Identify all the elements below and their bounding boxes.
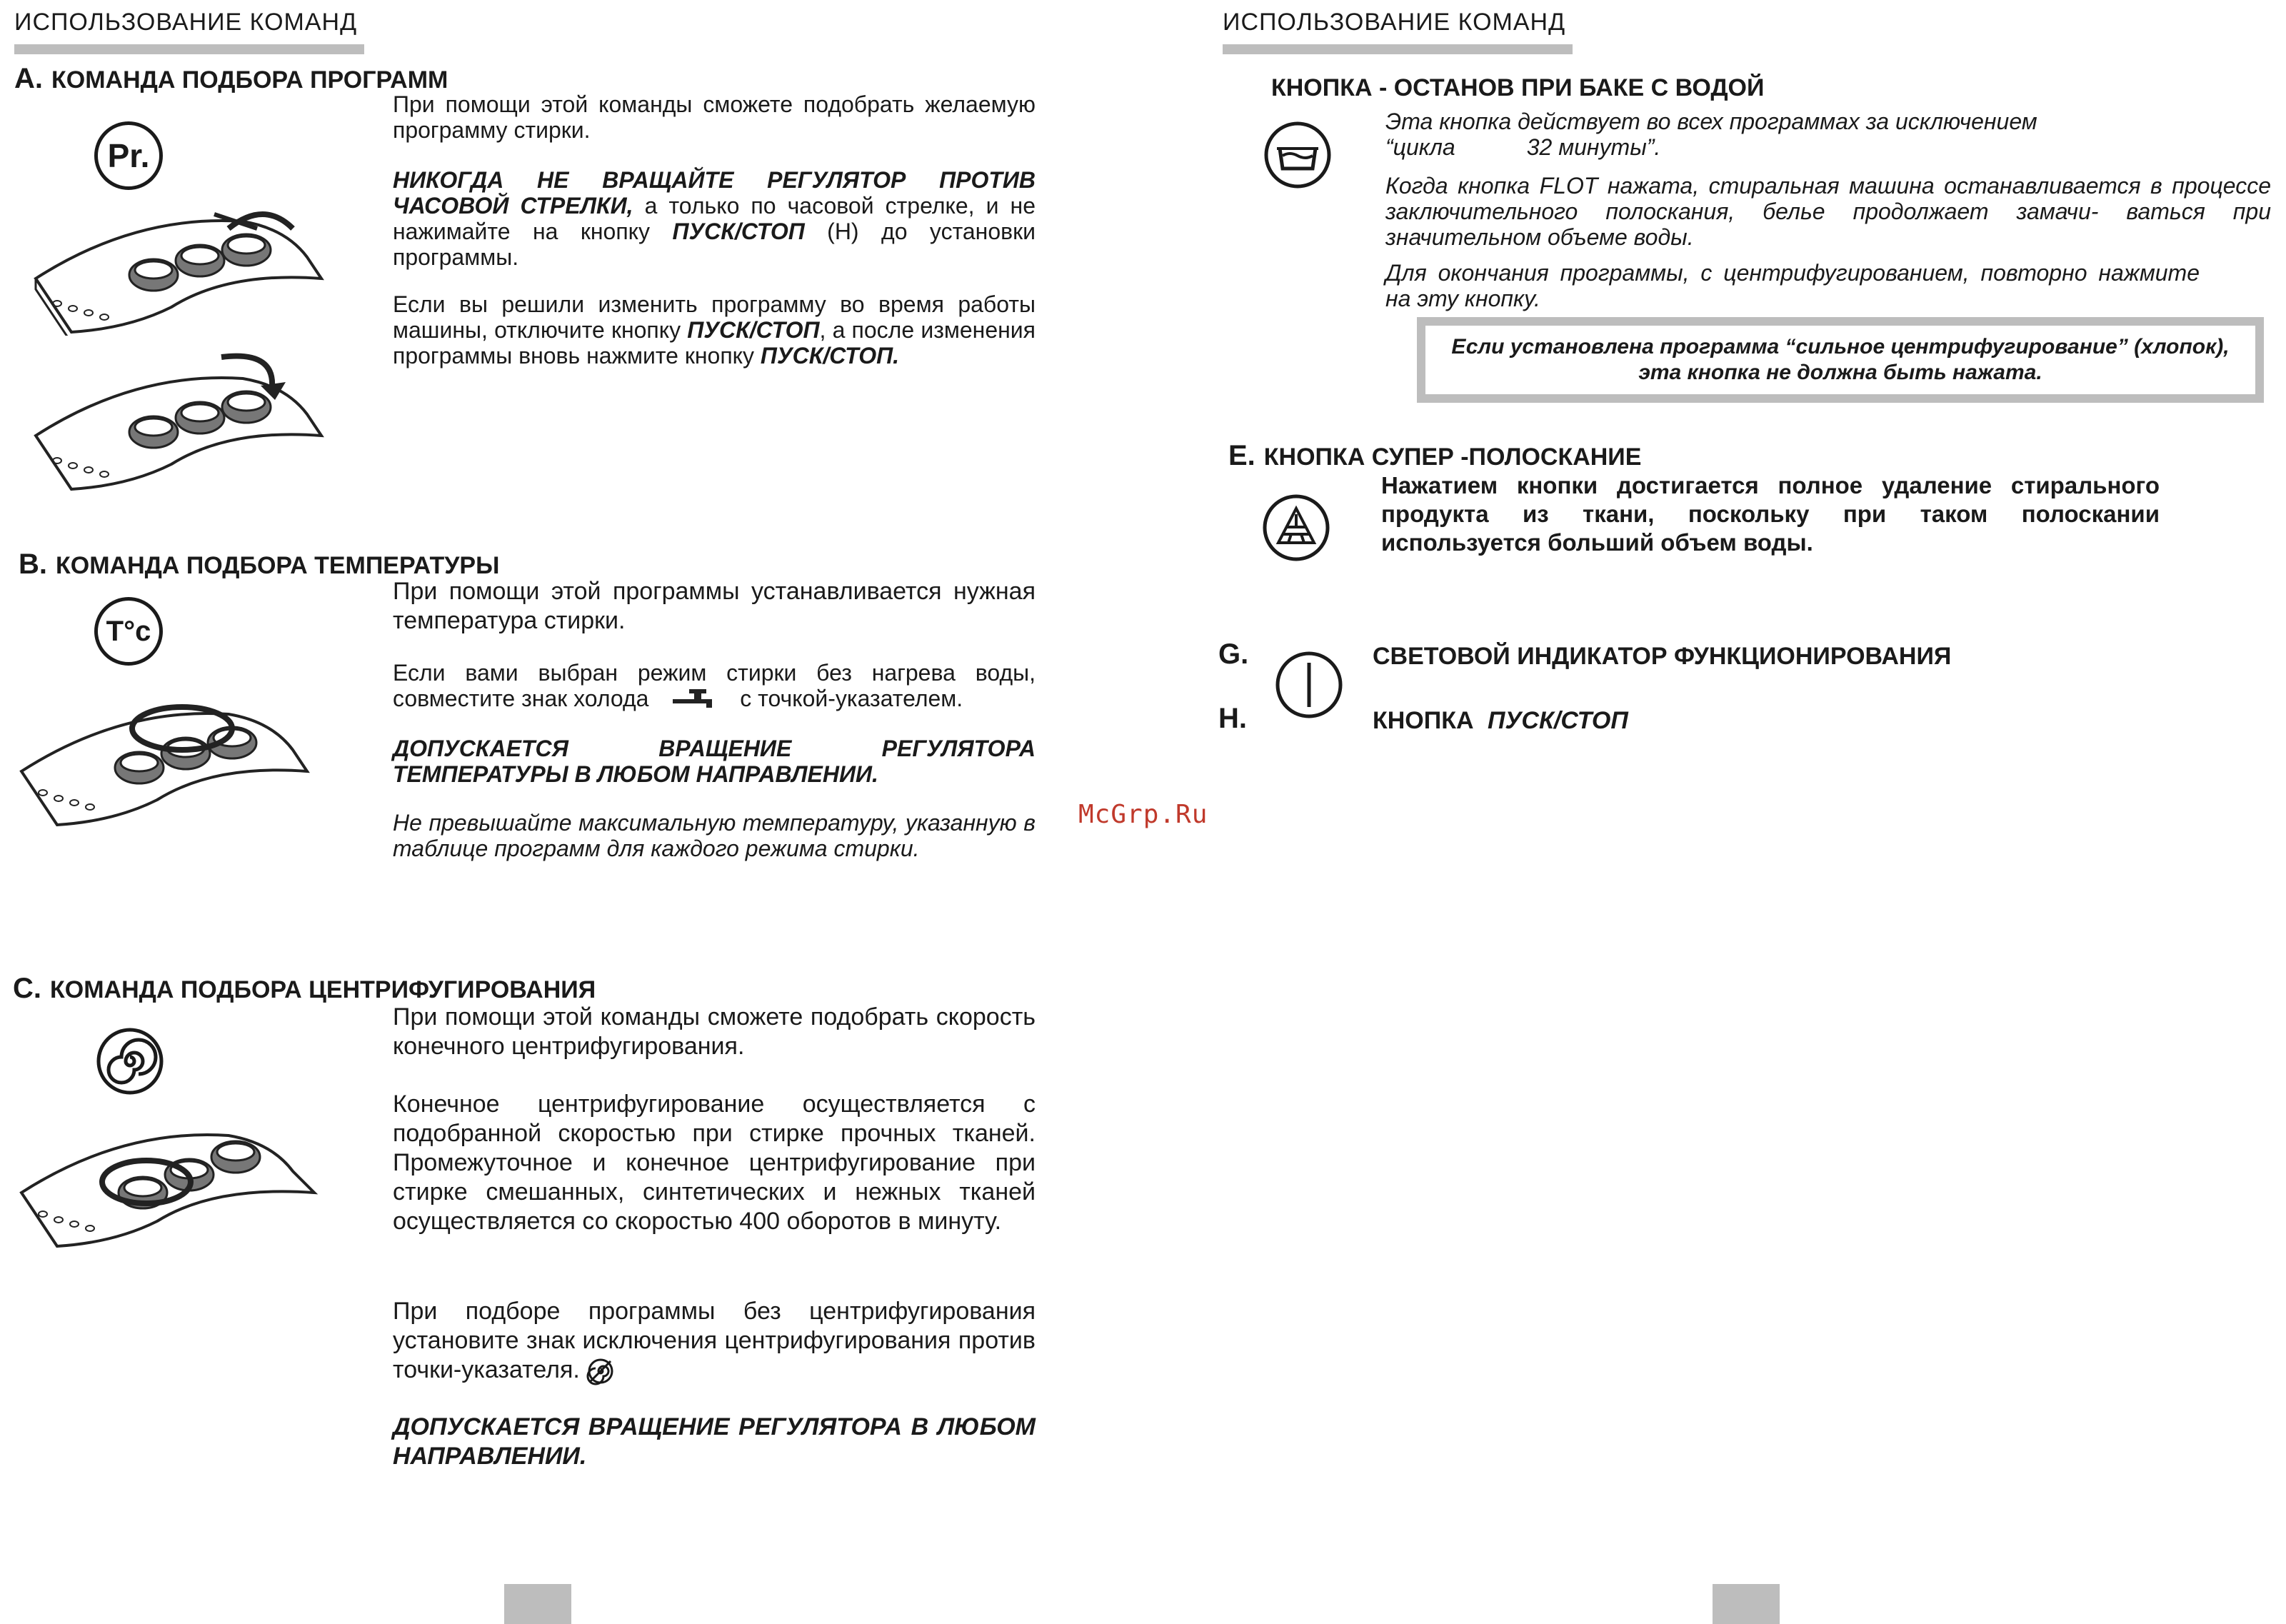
section-d-line1: Эта кнопка действует во всех программах за исключением [1385, 109, 2037, 134]
section-a-title: A. КОМАНДА ПОДБОРА ПРОГРАММ [14, 63, 448, 94]
section-a-intro: При помощи этой команды сможете подобрать желаемую программу стирки. [393, 91, 1036, 143]
section-g-letter: G. [1218, 638, 1249, 670]
section-b-title: B. КОМАНДА ПОДБОРА ТЕМПЕРАТУРЫ [19, 548, 500, 580]
control-panel-illustration-a1 [29, 200, 336, 336]
section-d-title: КНОПКА - ОСТАНОВ ПРИ БАКЕ С ВОДОЙ [1271, 74, 1765, 101]
section-e-description: Нажатием кнопки достигается полное удаление стирального продукта из ткани, поскольку при таком полоскании используется больший объем воды. [1381, 472, 2160, 556]
section-c-rotation-note: ДОПУСКАЕТСЯ ВРАЩЕНИЕ РЕГУЛЯТОРА В ЛЮБОМ НАПРАВЛЕНИИ. [393, 1413, 1036, 1470]
section-h-label: КНОПКА ПУСК/СТОП [1373, 707, 1628, 734]
section-c-title: C. КОМАНДА ПОДБОРА ЦЕНТРИФУГИРОВАНИЯ [13, 973, 596, 1004]
section-b-intro: При помощи этой программы устанавливается нужная температура стирки. [393, 578, 1036, 634]
section-a-warning: НИКОГДА НЕ ВРАЩАЙТЕ РЕГУЛЯТОР ПРОТИВ ЧАСОВОЙ СТРЕЛКИ, а только по часовой стрелке, и не нажимайте на кнопку ПУСК/СТОП (H) до установки программы. [393, 167, 1036, 270]
control-panel-illustration-a2 [29, 343, 336, 493]
section-b-rotation-note: ДОПУСКАЕТСЯ ВРАЩЕНИЕ РЕГУЛЯТОРА ТЕМПЕРАТУРЫ В ЛЮБОМ НАПРАВЛЕНИИ. [393, 736, 1036, 787]
temperature-icon: T°c [94, 597, 163, 666]
section-b-cold-setting: Если вами выбран режим стирки без нагрева воды, совместите знак холода с точкой-указателем. [393, 660, 1036, 715]
section-d-flot-description: Когда кнопка FLOT нажата, стиральная машина останавливается в процессе заключительного полоскания, белье продолжает замачи- ваться при значительном объеме воды. [1385, 173, 2271, 250]
no-spin-icon [586, 1357, 615, 1385]
program-icon: Pr. [94, 121, 163, 190]
section-h-letter: H. [1218, 703, 1247, 734]
watermark: McGrp.Ru [1078, 800, 1208, 829]
section-c-no-spin: При подборе программы без центрифугирования установите знак исключения центрифугирования против точки-указателя. [393, 1297, 1036, 1385]
left-page-header: ИСПОЛЬЗОВАНИЕ КОМАНД [14, 9, 358, 36]
right-page-header: ИСПОЛЬЗОВАНИЕ КОМАНД [1223, 9, 1566, 36]
control-panel-illustration-c [14, 1107, 329, 1264]
start-stop-indicator-icon [1274, 650, 1344, 720]
right-header-bar [1223, 44, 1573, 54]
section-b-max-temp-note: Не превышайте максимальную температуру, указанную в таблице программ для каждого режима стирки. [393, 810, 1036, 861]
spin-icon [96, 1027, 164, 1096]
section-g-label: СВЕТОВОЙ ИНДИКАТОР ФУНКЦИОНИРОВАНИЯ [1373, 643, 1952, 670]
section-c-intro: При помощи этой команды сможете подобрать скорость конечного центрифугирования. [393, 1003, 1036, 1060]
section-e-title: E. КНОПКА СУПЕР -ПОЛОСКАНИЕ [1228, 440, 1642, 471]
cold-tap-icon [669, 686, 719, 715]
left-page-number-tab [504, 1584, 571, 1624]
section-d-finish-note: Для окончания программы, с центрифугированием, повторно нажмите на эту кнопку. [1385, 260, 2200, 311]
control-panel-illustration-b [14, 686, 321, 843]
right-page-number-tab [1713, 1584, 1780, 1624]
left-header-bar [14, 44, 364, 54]
super-rinse-icon [1261, 493, 1331, 563]
section-d-warning-box: Если установлена программа “сильное центрифугирование” (хлопок), эта кнопка не должна быть нажата. [1417, 317, 2264, 403]
flot-icon [1263, 120, 1333, 190]
section-a-change-program: Если вы решили изменить программу во время работы машины, отключите кнопку ПУСК/СТОП, а после изменения программы вновь нажмите кнопку ПУСК/СТОП. [393, 291, 1036, 369]
section-c-spin-speed: Конечное центрифугирование осуществляется с подобранной скоростью при стирке прочных тканей. Промежуточное и конечное центрифугирование при стирке смешанных, синтетических и нежных тканей осуществляется со скоростью 400 оборотов в минуту. [393, 1091, 1036, 1235]
section-d-line2: “цикла 32 минуты”. [1385, 134, 1661, 160]
